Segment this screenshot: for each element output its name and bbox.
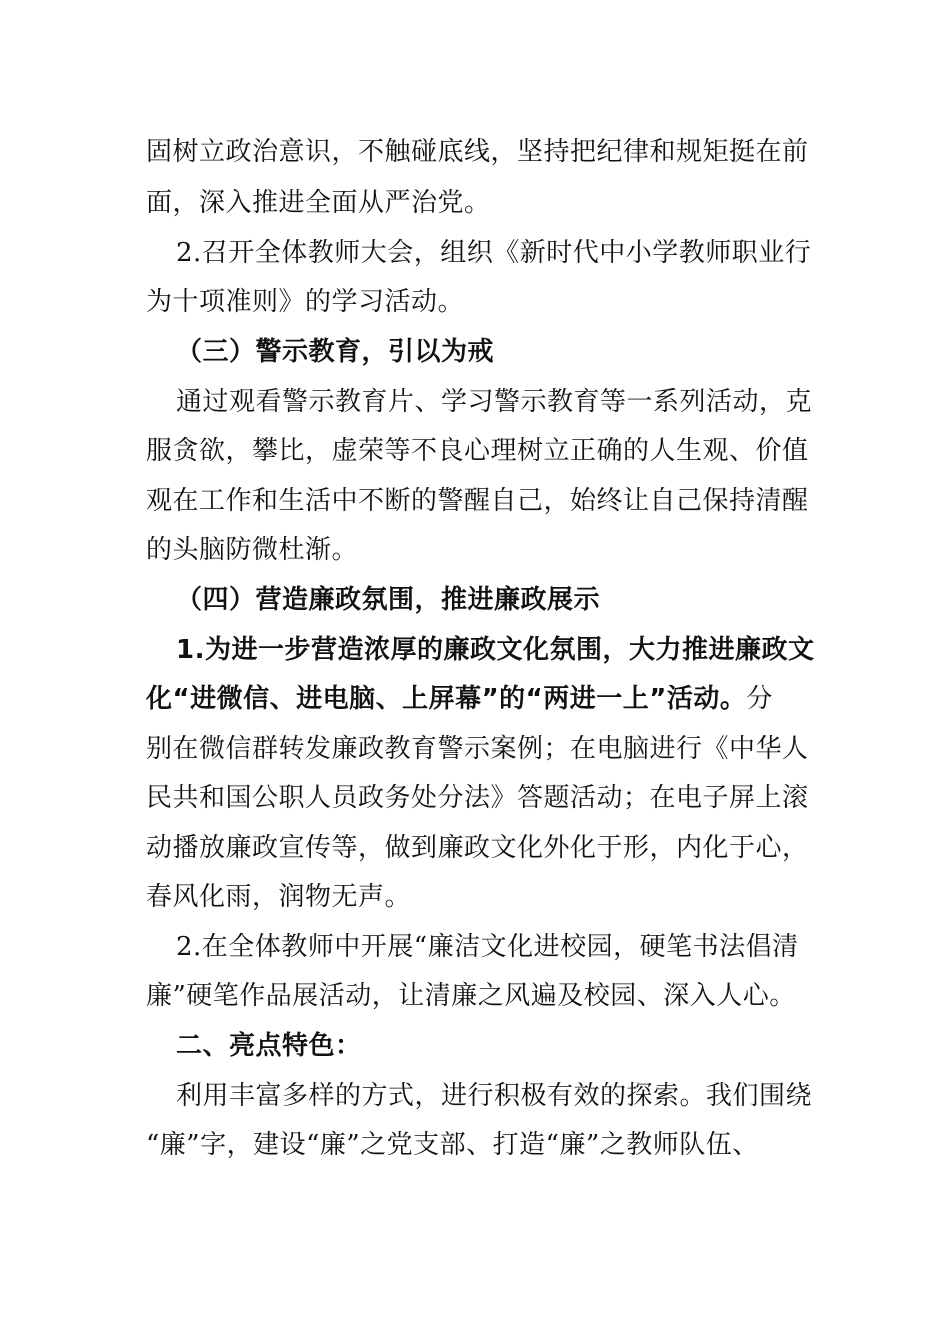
paragraph-line: 廉”硬笔作品展活动，让清廉之风遍及校园、深入人心。 xyxy=(146,981,796,1011)
paragraph-line: 春风化雨，润物无声。 xyxy=(146,882,412,912)
section-heading-4: （四）营造廉政氛围，推进廉政展示 xyxy=(176,585,601,615)
bold-text: 化“进微信、进电脑、上屏幕”的“两进一上”活动。 xyxy=(146,684,747,714)
paragraph-line: 为十项准则》的学习活动。 xyxy=(146,287,465,317)
paragraph-line: 通过观看警示教育片、学习警示教育等一系列活动，克 xyxy=(176,387,813,417)
list-item-2: 2.召开全体教师大会，组织《新时代中小学教师职业行 xyxy=(176,238,812,268)
paragraph-line: 面，深入推进全面从严治党。 xyxy=(146,188,491,218)
section-heading-2: 二、亮点特色： xyxy=(176,1031,362,1061)
paragraph-line: 动播放廉政宣传等，做到廉政文化外化于形，内化于心， xyxy=(146,833,809,863)
paragraph-line: 的头脑防微杜渐。 xyxy=(146,535,359,565)
paragraph-line: 别在微信群转发廉政教育警示案例；在电脑进行《中华人 xyxy=(146,734,809,764)
paragraph-line: 利用丰富多样的方式，进行积极有效的探索。我们围绕 xyxy=(176,1081,813,1111)
mixed-paragraph-line xyxy=(146,681,806,717)
list-item-2: 2.在全体教师中开展“廉洁文化进校园，硬笔书法倡清 xyxy=(176,932,799,962)
paragraph-line: 民共和国公职人员政务处分法》答题活动；在电子屏上滚 xyxy=(146,783,809,813)
paragraph-line: “廉”字，建设“廉”之党支部、打造“廉”之教师队伍、 xyxy=(146,1130,759,1160)
section-heading-3: （三）警示教育，引以为戒 xyxy=(176,337,495,367)
bold-paragraph-line: 1.为进一步营造浓厚的廉政文化氛围，大力推进廉政文 xyxy=(176,635,815,665)
regular-text: 分 xyxy=(746,684,773,714)
paragraph-line: 服贪欲，攀比，虚荣等不良心理树立正确的人生观、价值 xyxy=(146,436,809,466)
paragraph-line: 固树立政治意识，不触碰底线，坚持把纪律和规矩挺在前 xyxy=(146,137,809,167)
paragraph-line: 观在工作和生活中不断的警醒自己，始终让自己保持清醒 xyxy=(146,486,809,516)
